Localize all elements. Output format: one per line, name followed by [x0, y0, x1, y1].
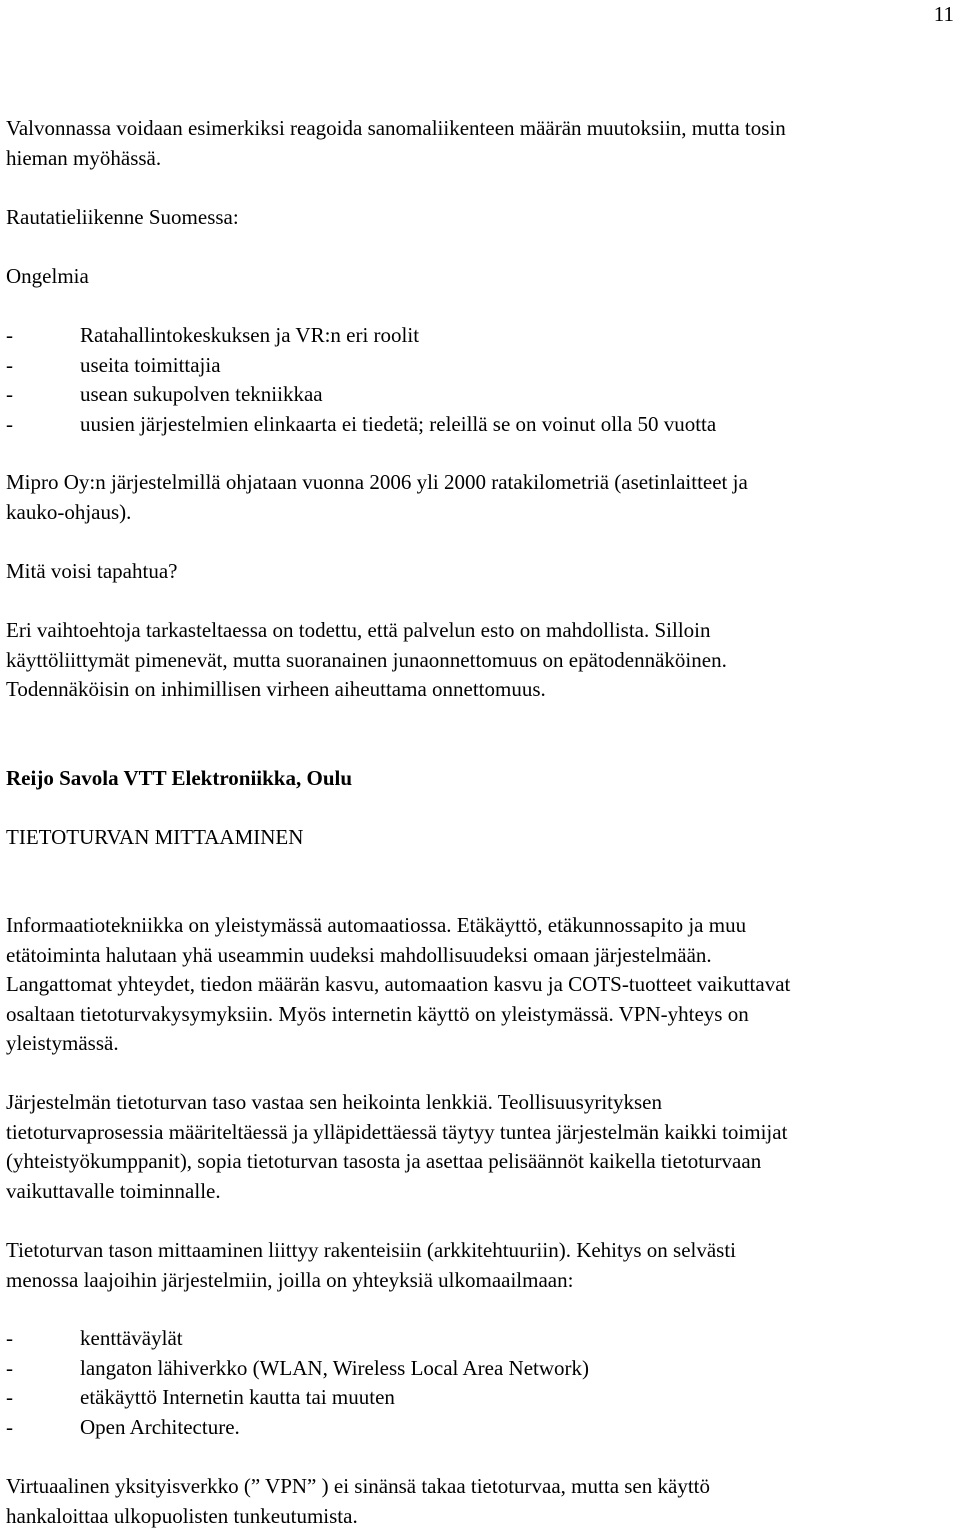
- list-item: [6, 1413, 954, 1443]
- list-item: [6, 351, 954, 381]
- page-number: 11: [933, 2, 954, 26]
- dash-marker: -: [6, 1414, 13, 1439]
- question-paragraph: Mitä voisi tapahtua?: [6, 559, 178, 583]
- system-line-4: vaikuttavalle toiminnalle.: [6, 1178, 221, 1203]
- vpn-line-1: Virtuaalinen yksityisverkko (” VPN” ) ei sinänsä takaa tietoturvaa, mutta sen käyttö: [6, 1474, 710, 1498]
- list-item-text: uusien järjestelmien elinkaarta ei tiedetä; releillä se on voinut olla 50 vuotta: [80, 411, 717, 436]
- measure-line-1: Tietoturvan tason mittaaminen liittyy rakenteisiin (arkkitehtuuriin). Kehitys on selvästi: [6, 1238, 737, 1262]
- measure-line-2: menossa laajoihin järjestelmiin, joilla on yhteyksiä ulkomaailmaan:: [6, 1267, 574, 1292]
- system-line-3: (yhteistyökumppanit), sopia tietoturvan tasosta ja asettaa pelisäännöt kaikella tietoturvaan: [6, 1149, 762, 1173]
- list-item-text: kenttäväylät: [80, 1326, 183, 1350]
- dash-marker: -: [6, 352, 13, 377]
- list-item-text: Open Architecture.: [80, 1414, 240, 1439]
- list-item: [6, 1383, 954, 1413]
- alternatives-line-1: Eri vaihtoehtoja tarkasteltaessa on todettu, että palvelun esto on mahdollista. Silloin: [6, 618, 711, 642]
- dash-marker: -: [6, 1326, 13, 1350]
- list-item: [6, 1324, 954, 1354]
- intro-line-1: Valvonnassa voidaan esimerkiksi reagoida sanomaliikenteen määrän muutoksiin, mutta tosin: [6, 116, 786, 140]
- info-line-2: etätoiminta halutaan yhä useammin uudeksi mahdollisuudeksi omaan järjestelmään.: [6, 942, 712, 967]
- problems-heading: Ongelmia: [6, 264, 89, 288]
- info-line-3: Langattomat yhteydet, tiedon määrän kasvu, automaation kasvu ja COTS-tuotteet vaikuttavat: [6, 972, 791, 996]
- list-item-text: etäkäyttö Internetin kautta tai muuten: [80, 1385, 395, 1409]
- dash-marker: -: [6, 323, 13, 347]
- intro-line-2: hieman myöhässä.: [6, 145, 162, 170]
- list-item-text: Ratahallintokeskuksen ja VR:n eri roolit: [80, 323, 420, 347]
- mipro-line-1: Mipro Oy:n järjestelmillä ohjataan vuonna 2006 yli 2000 ratakilometriä (asetinlaitteet ja: [6, 470, 748, 494]
- dash-marker: -: [6, 382, 13, 406]
- measure-paragraph: [6, 1236, 954, 1295]
- vpn-paragraph: [6, 1472, 954, 1531]
- system-paragraph: [6, 1088, 954, 1206]
- author-heading: Reijo Savola VTT Elektroniikka, Oulu: [6, 766, 353, 790]
- list-item: [6, 321, 954, 351]
- info-line-4: osaltaan tietoturvakysymyksiin. Myös internetin käyttö on yleistymässä. VPN-yhteys on: [6, 1001, 749, 1026]
- info-line-5: yleistymässä.: [6, 1031, 119, 1055]
- dash-marker: -: [6, 1355, 13, 1380]
- rail-heading: Rautatieliikenne Suomessa:: [6, 205, 239, 229]
- list-item-text: useita toimittajia: [80, 352, 221, 377]
- list-item: [6, 380, 954, 410]
- system-line-1: Järjestelmän tietoturvan taso vastaa sen heikointa lenkkiä. Teollisuusyrityksen: [6, 1090, 662, 1114]
- vpn-line-2: hankaloittaa ulkopuolisten tunkeutumista.: [6, 1503, 358, 1528]
- alternatives-line-2: käyttöliittymät pimenevät, mutta suoranainen junaonnettomuus on epätodennäköinen.: [6, 647, 727, 672]
- list-item: [6, 410, 954, 440]
- alternatives-paragraph: [6, 616, 954, 705]
- list-item-text: langaton lähiverkko (WLAN, Wireless Local Area Network): [80, 1355, 590, 1380]
- section-heading: TIETOTURVAN MITTAAMINEN: [6, 825, 304, 849]
- mipro-paragraph: [6, 468, 954, 527]
- info-line-1: Informaatiotekniikka on yleistymässä automaatiossa. Etäkäyttö, etäkunnossapito ja muu: [6, 913, 747, 937]
- dash-marker: -: [6, 411, 13, 436]
- list-item: [6, 1354, 954, 1384]
- mipro-line-2: kauko-ohjaus).: [6, 499, 132, 524]
- dash-marker: -: [6, 1385, 13, 1409]
- intro-paragraph: [6, 114, 954, 173]
- system-line-2: tietoturvaprosessia määriteltäessä ja ylläpidettäessä täytyy tuntea järjestelmän kaikki toimijat: [6, 1119, 788, 1144]
- networks-list: [6, 1324, 954, 1442]
- problems-list: [6, 321, 954, 439]
- alternatives-line-3: Todennäköisin on inhimillisen virheen aiheuttama onnettomuus.: [6, 677, 546, 701]
- info-paragraph: [6, 911, 954, 1059]
- list-item-text: usean sukupolven tekniikkaa: [80, 382, 323, 406]
